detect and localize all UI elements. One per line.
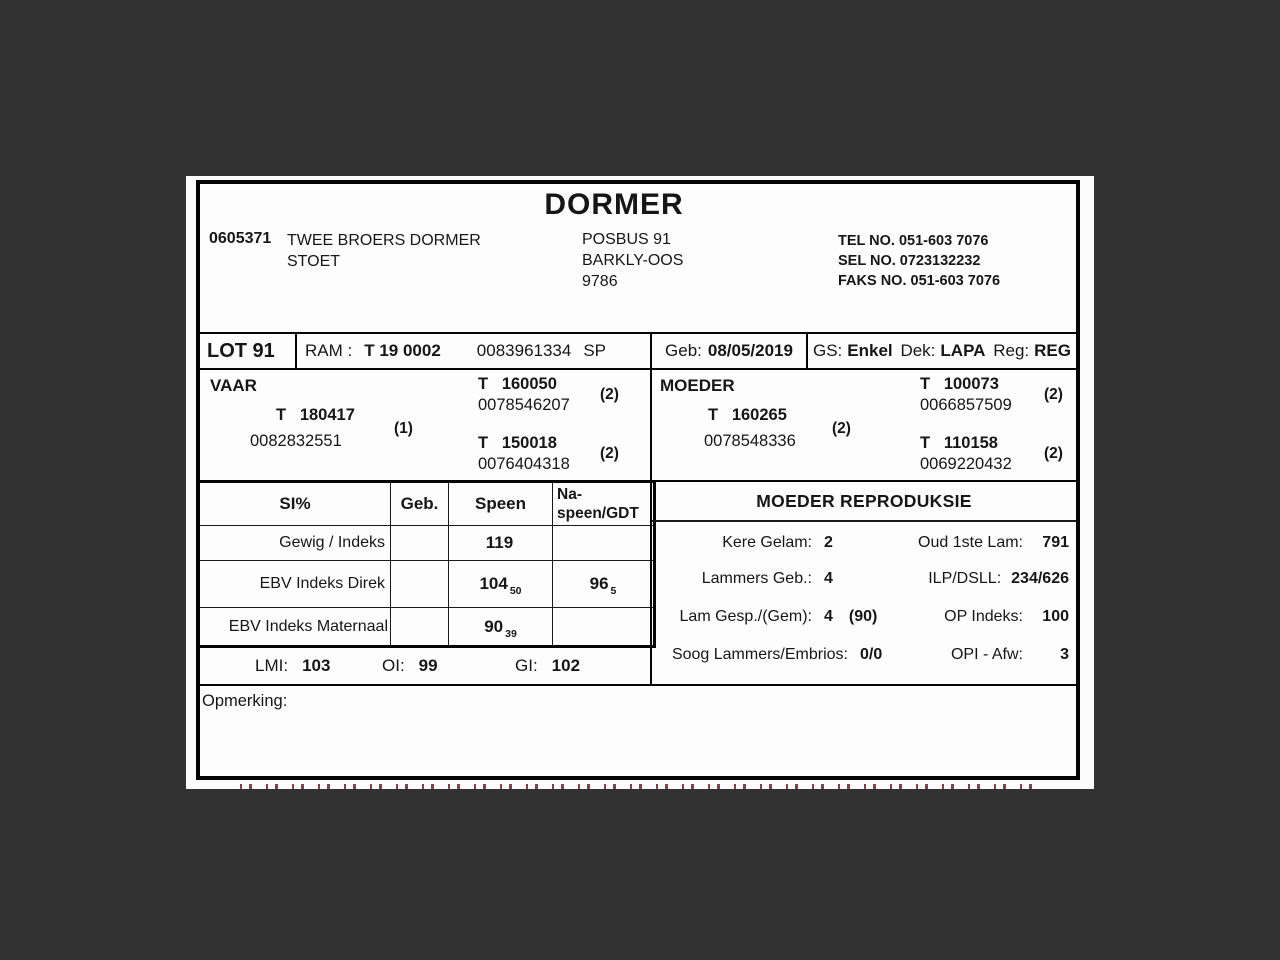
gi-label: GI: <box>515 656 538 675</box>
op-indeks-label: OP Indeks: <box>944 608 1023 625</box>
opi-afw-pair <box>951 646 1069 664</box>
reg-label: Reg: <box>993 341 1030 360</box>
opi-afw-value: 3 <box>1060 646 1069 663</box>
sire-granddam-generation: (2) <box>600 445 619 462</box>
sire-panel <box>200 370 650 480</box>
dam-grandsire-id: T 100073 <box>920 375 999 393</box>
geb-label: Geb: <box>665 341 702 360</box>
dam-grandsire-generation: (2) <box>1044 386 1063 403</box>
address-line1: POSBUS 91 <box>582 231 671 248</box>
maternaal-speen-subscript: 39 <box>505 627 517 640</box>
cell-direk-speen <box>448 560 552 607</box>
stud-name <box>287 230 481 272</box>
lam-gesp-label: Lam Gesp./(Gem): <box>679 608 812 625</box>
reproduction-title: MOEDER REPRODUKSIE <box>652 482 1076 522</box>
cell-number: SEL NO. 0723132232 <box>838 253 981 269</box>
ram-suffix: SP <box>583 341 607 360</box>
document-page <box>186 176 1094 789</box>
remark-label: Opmerking: <box>202 692 288 710</box>
dam-label: MOEDER <box>660 376 735 395</box>
soog-lammers-label: Soog Lammers/Embrios: <box>671 646 848 663</box>
dam-panel <box>650 370 1076 480</box>
catalog-card <box>196 180 1080 780</box>
dam-generation: (2) <box>832 420 851 437</box>
sire-granddam-registration: 0076404318 <box>478 455 570 473</box>
soog-lammers-value: 0/0 <box>860 646 883 663</box>
dek-pair <box>900 341 985 361</box>
address-line2: BARKLY-OOS <box>582 252 684 269</box>
contact-numbers <box>838 231 1000 291</box>
oud-1ste-lam-pair <box>918 534 1069 552</box>
postal-address <box>582 229 683 292</box>
ilp-dsll-value: 234/626 <box>1011 570 1069 587</box>
lammers-geb-label: Lammers Geb.: <box>701 570 812 587</box>
gewig-speen-value: 119 <box>485 533 514 552</box>
sire-grandsire-registration: 0078546207 <box>478 396 570 414</box>
reg-value: REG <box>1034 341 1071 360</box>
ilp-dsll-label: ILP/DSLL: <box>928 570 1002 587</box>
ram-id: T 19 0002 <box>364 341 441 360</box>
dek-label: Dek: <box>900 341 936 360</box>
oud-1ste-lam-value: 791 <box>1042 534 1069 551</box>
gi-value: 102 <box>551 656 581 675</box>
direk-speen-subscript: 50 <box>509 585 522 597</box>
op-indeks-pair <box>944 608 1069 626</box>
cell-gewig-naspeen <box>552 525 653 560</box>
breed-index-table <box>200 480 656 648</box>
sire-grandsire-generation: (2) <box>600 386 619 403</box>
breed-title: DORMER <box>544 188 684 221</box>
card-header <box>200 184 1076 332</box>
cell-maternaal-geb <box>390 607 448 645</box>
op-indeks-value: 100 <box>1042 608 1069 625</box>
sire-generation: (1) <box>394 420 413 437</box>
oud-1ste-lam-label: Oud 1ste Lam: <box>918 534 1023 551</box>
kere-gelam-label: Kere Gelam: <box>722 534 812 551</box>
clipped-red-print-fragments <box>240 784 1040 789</box>
fax-number: FAKS NO. 051-603 7076 <box>838 273 1001 289</box>
col-header-speen: Speen <box>448 483 552 525</box>
reproduction-row <box>652 608 1076 632</box>
sire-registration: 0082832551 <box>250 432 342 450</box>
cell-direk-naspeen <box>552 560 653 607</box>
dam-registration: 0078548336 <box>704 432 796 450</box>
col-header-si: SI% <box>279 494 311 513</box>
lam-gesp-value: 4 <box>824 608 833 625</box>
oi-value: 99 <box>418 656 438 675</box>
lmi-value: 103 <box>302 656 331 675</box>
ram-registration-number: 0083961334 <box>476 341 572 360</box>
gi-pair <box>515 656 580 676</box>
dek-value: LAPA <box>940 341 986 360</box>
maternaal-speen-value: 90 <box>484 616 504 636</box>
lammers-geb-value: 4 <box>824 570 833 587</box>
dam-grandsire-registration: 0066857509 <box>920 396 1012 414</box>
address-line3: 9786 <box>582 273 618 290</box>
opi-afw-label: OPI - Afw: <box>950 646 1023 663</box>
cell-gewig-speen <box>448 525 552 560</box>
dam-granddam-generation: (2) <box>1044 445 1063 462</box>
remark-section <box>200 684 1076 776</box>
mother-reproduction-panel <box>650 480 1076 684</box>
sire-granddam-id: T 150018 <box>478 434 557 452</box>
birthdate-cell <box>650 334 806 368</box>
lot-number: LOT 91 <box>207 339 275 362</box>
gs-pair <box>813 341 893 361</box>
reproduction-row <box>652 534 1076 558</box>
cell-gewig-geb <box>390 525 448 560</box>
cell-direk-geb <box>390 560 448 607</box>
sire-label: VAAR <box>210 376 257 395</box>
reproduction-row <box>652 646 1076 670</box>
row-label-gewig-indeks: Gewig / Indeks <box>200 525 390 560</box>
col-header-geb: Geb. <box>390 483 448 525</box>
direk-naspeen-value: 96 <box>589 574 609 593</box>
geb-value: 08/05/2019 <box>707 341 793 360</box>
reg-pair <box>993 341 1071 361</box>
member-number: 0605371 <box>209 230 272 247</box>
oi-pair <box>382 656 438 676</box>
lmi-pair <box>255 656 330 676</box>
direk-speen-value: 104 <box>479 574 508 593</box>
reproduction-row <box>652 570 1076 594</box>
row-label-ebv-direk: EBV Indeks Direk <box>200 560 390 607</box>
lot-row <box>200 332 1076 368</box>
summary-indexes-row <box>200 648 650 684</box>
stud-name-line2: STOET <box>287 253 341 270</box>
cell-maternaal-speen <box>448 607 552 645</box>
lam-gesp-average: (90) <box>848 608 878 625</box>
lmi-label: LMI: <box>255 656 289 675</box>
reproduction-rows <box>652 522 1076 682</box>
dam-id: T 160265 <box>708 406 787 424</box>
dam-granddam-registration: 0069220432 <box>920 455 1012 473</box>
sire-grandsire-id: T 160050 <box>478 375 557 393</box>
gs-label: GS: <box>813 341 843 360</box>
sire-id: T 180417 <box>276 406 355 424</box>
ram-label: RAM : <box>305 341 353 360</box>
row-label-ebv-maternaal: EBV Indeks Maternaal <box>200 607 390 645</box>
status-cell <box>806 334 1076 368</box>
direk-naspeen-subscript: 5 <box>610 585 617 597</box>
stud-name-line1: TWEE BROERS DORMER <box>287 232 481 249</box>
kere-gelam-value: 2 <box>824 534 833 551</box>
ram-cell <box>295 334 650 368</box>
ilp-dsll-pair <box>928 570 1069 588</box>
dam-granddam-id: T 110158 <box>920 434 998 452</box>
cell-maternaal-naspeen <box>552 607 653 645</box>
tel-number: TEL NO. 051-603 7076 <box>838 233 989 249</box>
gs-value: Enkel <box>847 341 893 360</box>
pedigree-section <box>200 368 1076 480</box>
oi-label: OI: <box>382 656 405 675</box>
col-header-naspeen: Na-speen/GDT <box>552 483 653 525</box>
